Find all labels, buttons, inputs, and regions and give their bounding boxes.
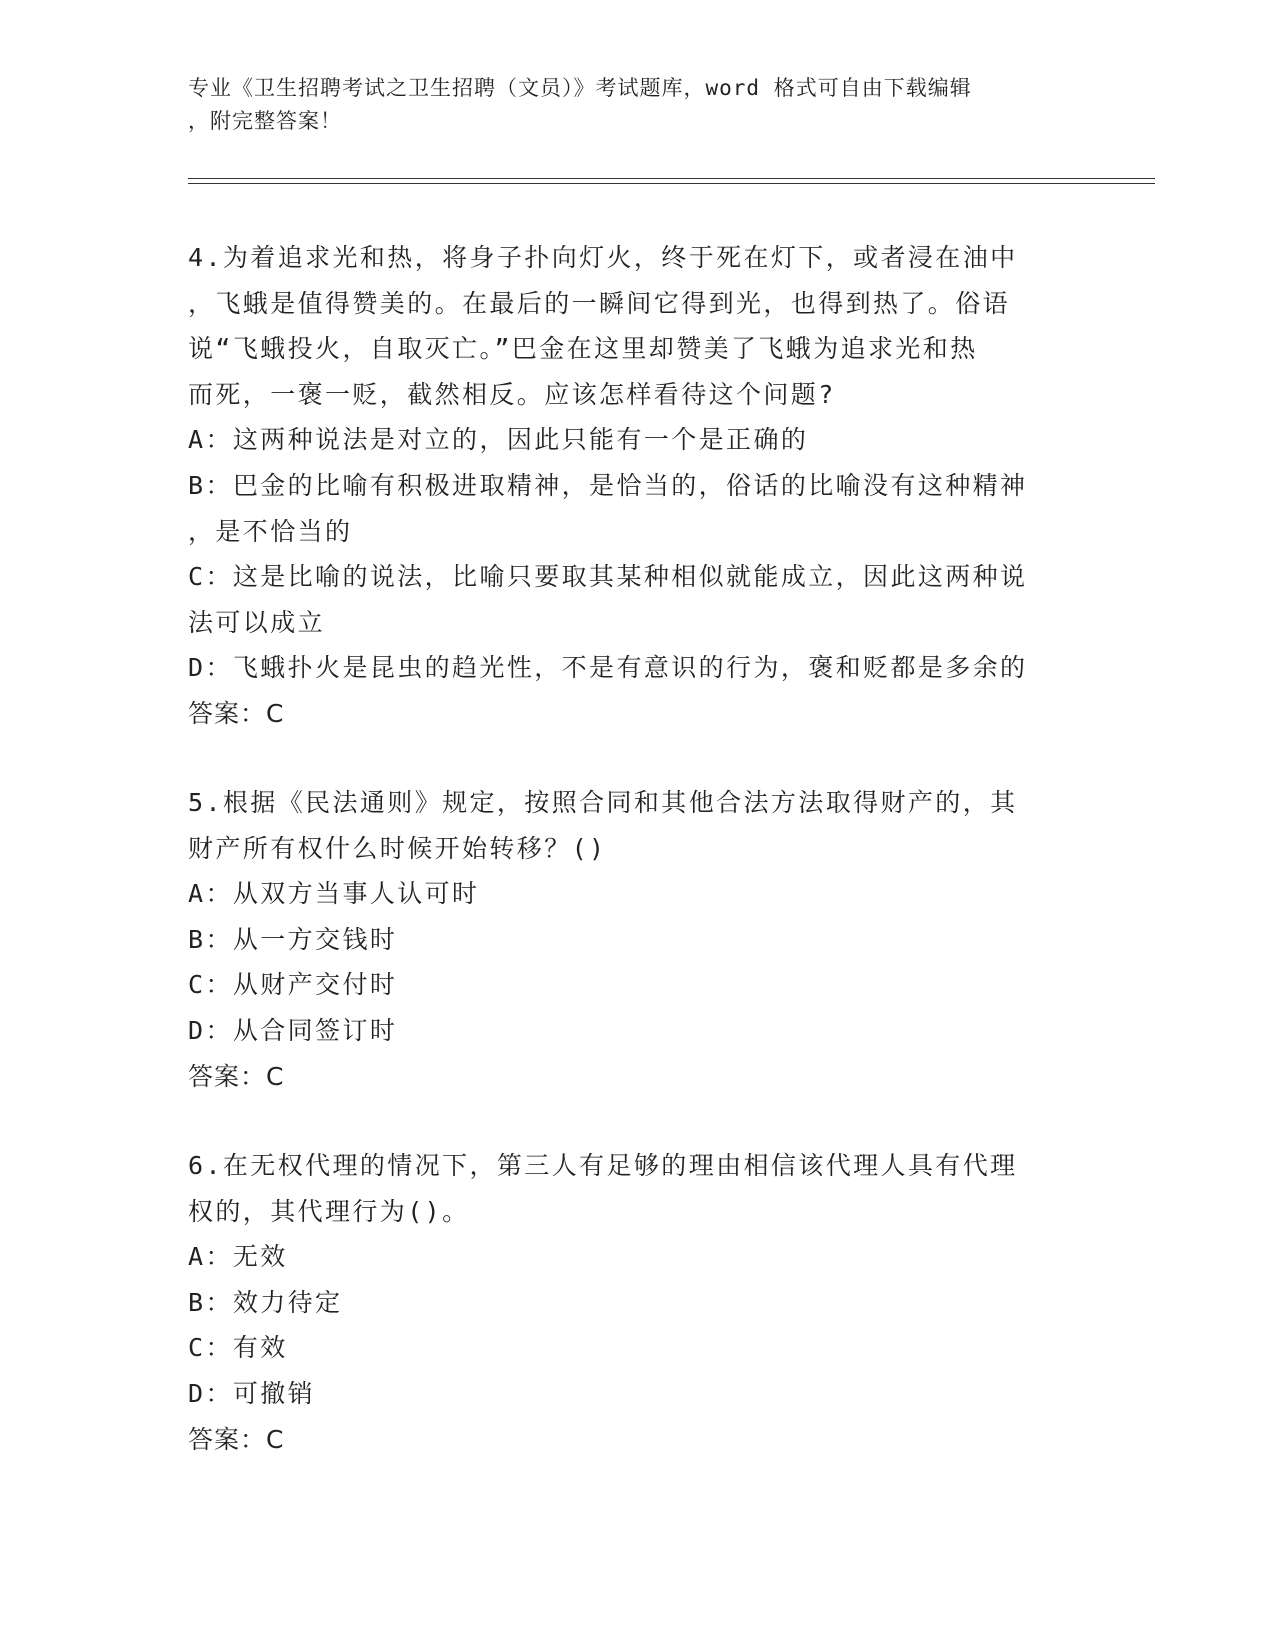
header-divider-bottom [188,183,1155,184]
document-header [188,72,1088,138]
question-5 [188,780,1088,1099]
option-d: D：从合同签订时 [188,1015,398,1045]
question-stem: 6.在无权代理的情况下，第三人有足够的理由相信该代理人具有代理 [188,1151,1018,1180]
question-stem: ，飞蛾是值得赞美的。在最后的一瞬间它得到光，也得到热了。俗语 [188,288,1011,318]
question-stem: 财产所有权什么时候开始转移？() [188,833,607,863]
option-d: D：飞蛾扑火是昆虫的趋光性，不是有意识的行为，褒和贬都是多余的 [188,653,1028,683]
option-a: A：这两种说法是对立的，因此只能有一个是正确的 [188,425,809,455]
header-title-line-2: ，附完整答案！ [188,109,342,133]
option-c-continued: 法可以成立 [188,607,326,637]
question-stem: 而死，一褒一贬，截然相反。应该怎样看待这个问题? [188,379,836,409]
question-stem: 权的，其代理行为()。 [188,1196,470,1226]
option-b: B：从一方交钱时 [188,924,398,954]
option-b: B：巴金的比喻有积极进取精神，是恰当的，俗话的比喻没有这种精神 [188,470,1028,500]
option-a: A：从双方当事人认可时 [188,879,480,909]
header-title-line: 专业《卫生招聘考试之卫生招聘（文员）》考试题库，word 格式可自由下载编辑 [188,76,972,100]
question-stem: 4.为着追求光和热，将身子扑向灯火，终于死在灯下，或者浸在油中 [188,243,1018,272]
question-4 [188,235,1088,737]
option-d: D：可撤销 [188,1378,316,1408]
answer-label: 答案：C [188,1061,285,1091]
header-divider-top [188,178,1155,179]
option-a: A：无效 [188,1242,288,1272]
question-stem: 说“飞蛾投火，自取灭亡。”巴金在这里却赞美了飞蛾为追求光和热 [188,334,978,364]
answer-label: 答案：C [188,698,285,728]
option-b: B：效力待定 [188,1287,343,1317]
option-c: C：这是比喻的说法，比喻只要取其某种相似就能成立，因此这两种说 [188,562,1028,592]
question-stem: 5.根据《民法通则》规定，按照合同和其他合法方法取得财产的，其 [188,788,1018,817]
answer-label: 答案：C [188,1424,285,1454]
option-b-continued: ，是不恰当的 [188,516,353,546]
option-c: C：从财产交付时 [188,970,398,1000]
question-6 [188,1143,1088,1462]
option-c: C：有效 [188,1333,288,1363]
